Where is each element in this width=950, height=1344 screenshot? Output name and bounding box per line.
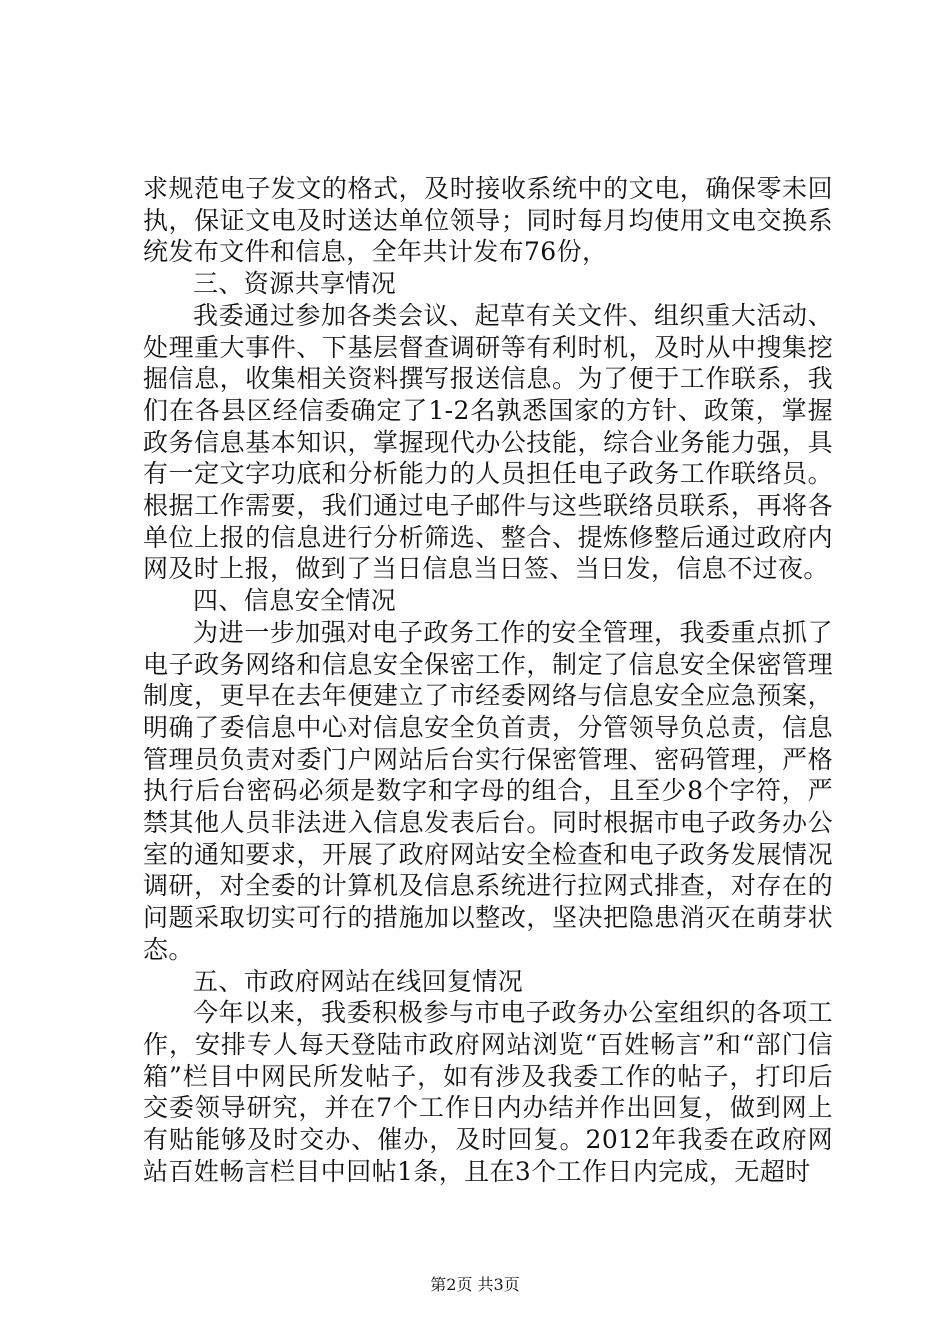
paragraph-online-reply: 今年以来，我委积极参与市电子政务办公室组织的各项工作，安排专人每天登陆市政府网站浏览“百姓畅言”和“部门信箱”栏目中网民所发帖子，如有涉及我委工作的帖子，打印后交委领导研究，并在7个工作日内办结并作出回复，做到网上有贴能够及时交办、催办，及时回复。2012年我委在政府网站百姓畅言栏目中回帖1条，且在3个工作日内完成，无超时 xyxy=(143,998,833,1186)
section-heading-information-security: 四、信息安全情况 xyxy=(193,586,397,616)
section-heading-online-reply: 五、市政府网站在线回复情况 xyxy=(193,966,524,996)
page-footer: 第2页 共3页 xyxy=(430,1275,520,1294)
paragraph-information-security: 为进一步加强对电子政务工作的安全管理，我委重点抓了电子政务网络和信息安全保密工作，制定了信息安全保密管理制度，更早在去年便建立了市经委网络与信息安全应急预案，明确了委信息中心对信息安全负首责，分管领导负总责，信息管理员负责对委门户网站后台实行保密管理、密码管理，严格执行后台密码必须是数字和字母的组合，且至少8个字符，严禁其他人员非法进入信息发表后台。同时根据市电子政务办公室的通知要求，开展了政府网站安全检查和电子政务发展情况调研，对全委的计算机及信息系统进行拉网式排查，对存在的问题采取切实可行的措施加以整改，坚决把隐患消灭在萌芽状态。 xyxy=(143,617,833,964)
document-body xyxy=(143,173,833,1188)
paragraph-continuation: 求规范电子发文的格式，及时接收系统中的文电，确保零未回执，保证文电及时送达单位领导；同时每月均使用文电交换系统发布文件和信息，全年共计发布76份， xyxy=(143,174,833,267)
paragraph-resource-sharing: 我委通过参加各类会议、起草有关文件、组织重大活动、处理重大事件、下基层督查调研等有利时机，及时从中搜集挖掘信息，收集相关资料撰写报送信息。为了便于工作联系，我们在各县区经信委确定了1-2名孰悉国家的方针、政策，掌握政务信息基本知识，掌握现代办公技能，综合业务能力强，具有一定文字功底和分析能力的人员担任电子政务工作联络员。根据工作需要，我们通过电子邮件与这些联络员联系，再将各单位上报的信息进行分析筛选、整合、提炼修整后通过政府内网及时上报，做到了当日信息当日签、当日发，信息不过夜。 xyxy=(143,300,833,584)
section-heading-resource-sharing: 三、资源共享情况 xyxy=(193,269,397,299)
